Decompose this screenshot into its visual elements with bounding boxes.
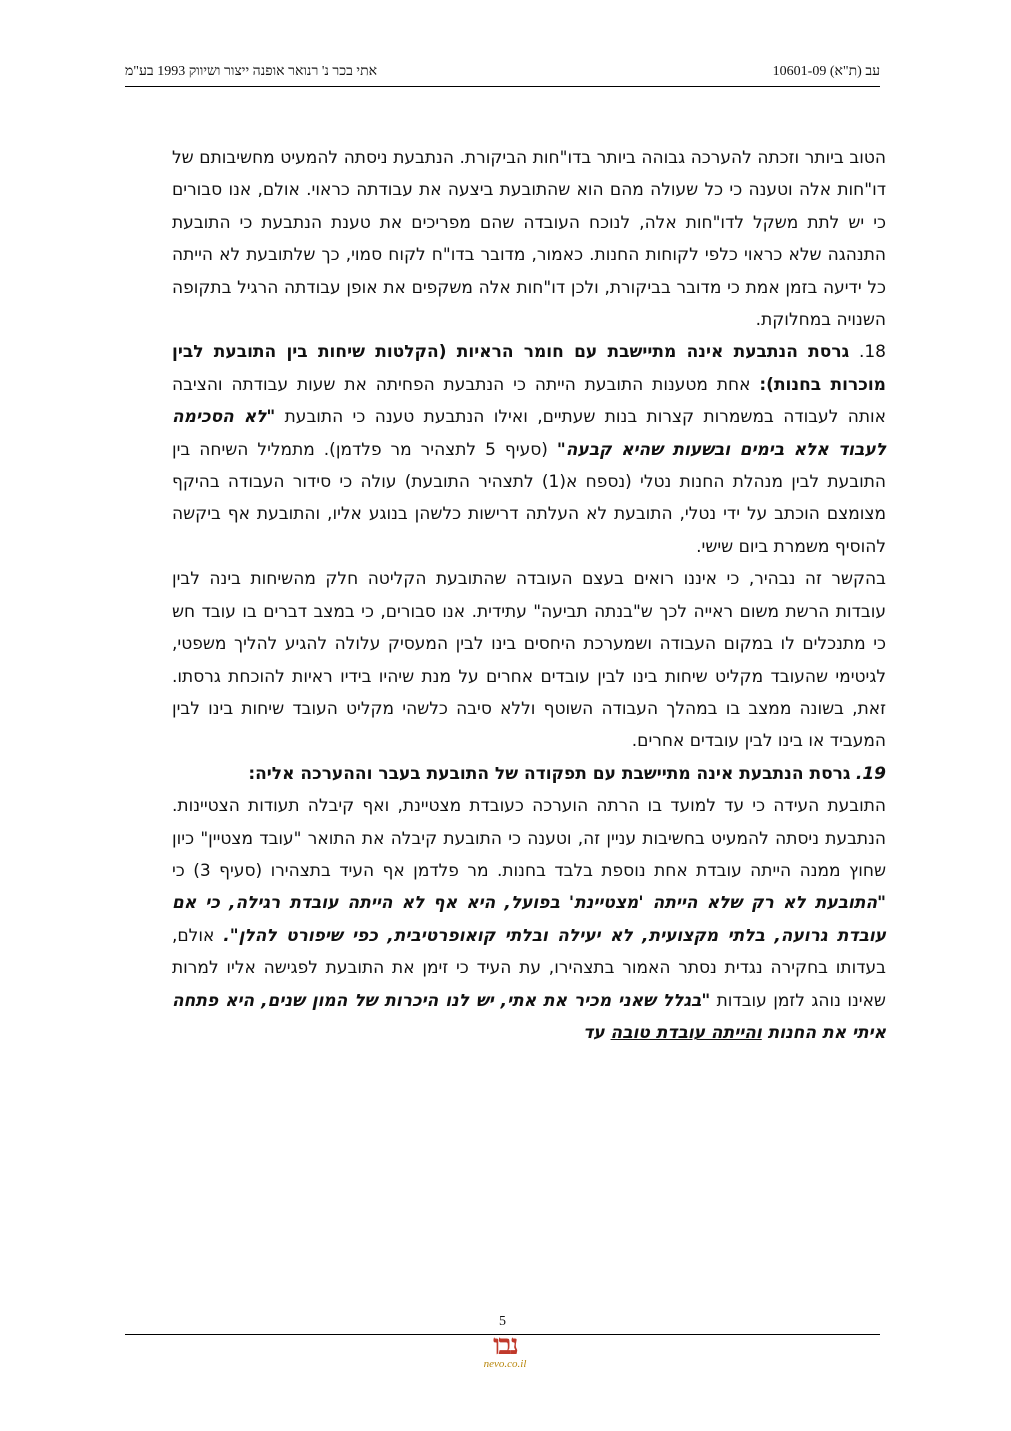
paragraph-text: אולם, בעדותו בחקירה נגדית נסתר האמור בתצהירו, עת העיד כי זימן את התובעת לפגישה אליו למרות שאינו נוהג לזמן עובדות bbox=[172, 925, 886, 1011]
underlined-quote: והייתה עובדת טובה bbox=[610, 1022, 762, 1043]
paragraph-heading: גרסת הנתבעת אינה מתיישבת עם תפקודה של התובעת בעבר וההערכה אליה: bbox=[248, 763, 851, 784]
document-body bbox=[172, 142, 886, 1049]
paragraph-continuation bbox=[172, 142, 886, 336]
page-number: 5 bbox=[499, 1314, 506, 1329]
paragraph-text: אחת מטענות התובעת הייתה כי הנתבעת הפחיתה את שעות עבודתה והציבה אותה לעבודה במשמרות קצרות בנות שעתיים, ואילו הנתבעת טענה כי התובעת bbox=[172, 374, 887, 428]
paragraph-number: 19. bbox=[855, 763, 886, 784]
quoted-text: "התובעת לא רק שלא הייתה 'מצטיינת' בפועל, היא אף לא הייתה עובדת רגילה, כי אם עובדת גרועה, בלתי מקצועית, לא יעילה ובלתי קואופרטיבית, כפי שיפורט להלן". bbox=[172, 893, 886, 946]
quoted-text: "בגלל שאני מכיר את אתי, יש לנו היכרות של המון שנים, היא פתחה איתי את החנות bbox=[172, 990, 886, 1043]
paragraph-number: 18. bbox=[858, 342, 886, 363]
case-parties: אתי בכר נ' רנואר אופנה ייצור ושיווק 1993 בע"מ bbox=[125, 64, 378, 79]
paragraph-text: בהקשר זה נבהיר, כי איננו רואים בעצם העובדה שהתובעת הקליטה חלק מהשיחות בינה לבין עובדות הרשת משום ראייה לכך ש"בנתה תביעה" עתידית. אנו סבורים, כי במצב דברים בו עובד חש כי מתנכלים לו במקום העבודה ושמערכת היחסים בינו לבין המעסיק עלולה להגיע להליך משפטי, לגיטימי שהעובד מקליט שיחות בינו לבין עובדים אחרים על מנת שיהיו בידיו ראיות להוכחת גרסתו. זאת, בשונה ממצב בו במהלך העבודה השוטף וללא סיבה כלשהי מקליט העובד שיחות בינו לבין המעביד או בינו לבין עובדים אחרים. bbox=[172, 569, 886, 752]
quoted-text: עד bbox=[583, 1022, 611, 1043]
paragraph-text: התובעת העידה כי עד למועד בו הרתה הוערכה כעובדת מצטיינת, ואף קיבלה תעודות הצטיינות. הנתבעת ניסתה להמעיט בחשיבות עניין זה, וטענה כי התובעת קיבלה את התואר "עובד מצטיין" כיון שחוץ ממנה הייתה עובדת אחת נוספת בלבד בחנות. מר פלדמן אף העיד בתצהירו (סעיף 3) כי bbox=[172, 796, 887, 881]
paragraph-heading: גרסת הנתבעת אינה מתיישבת עם חומר הראיות (הקלטות שיחות בין התובעת לבין מוכרות בחנות): bbox=[172, 342, 886, 395]
paragraph-text: (סעיף 5 לתצהיר מר פלדמן). מתמליל השיחה בין התובעת לבין מנהלת החנות נטלי (נספח א(1) לתצהיר התובעת) עולה כי סידור העבודה בהיקף מצומצם הוכתב על ידי נטלי, התובעת לא העלתה דרישות כלשהן בנוגע אליו, והתובעת אף ביקשה להוסיף משמרת ביום שישי. bbox=[172, 439, 886, 557]
nevo-logo-text: נבו bbox=[493, 1330, 517, 1361]
paragraph-18 bbox=[172, 336, 886, 757]
nevo-logo-domain: nevo.co.il bbox=[483, 1358, 527, 1370]
nevo-logo bbox=[465, 1330, 545, 1370]
page-header bbox=[125, 62, 880, 87]
case-number: עב (ת"א) 10601-09 bbox=[772, 64, 880, 79]
paragraph-text: הטוב ביותר וזכתה להערכה גבוהה ביותר בדו"חות הביקורת. הנתבעת ניסתה להמעיט מחשיבותם של דו"חות אלה וטענה כי כל שעולה מהם הוא שהתובעת ביצעה את עבודתה כראוי. אולם, אנו סבורים כי יש לתת משקל לדו"חות אלה, לנוכח העובדה שהם מפריכים את טענת הנתבעת כי התובעת התנהגה שלא כראוי כלפי לקוחות החנות. כאמור, מדובר בדו"ח לקוח סמוי, כך שלתובעת לא הייתה כל ידיעה בזמן אמת כי מדובר בביקורת, ולכן דו"חות אלה משקפים את אופן עבודתה הרגיל בתקופה השנויה במחלוקת. bbox=[172, 148, 886, 331]
quoted-text: "לא הסכימה לעבוד אלא בימים ובשעות שהיא קבעה" bbox=[172, 407, 886, 460]
page-footer bbox=[125, 1314, 880, 1370]
paragraph-19 bbox=[172, 758, 886, 1050]
